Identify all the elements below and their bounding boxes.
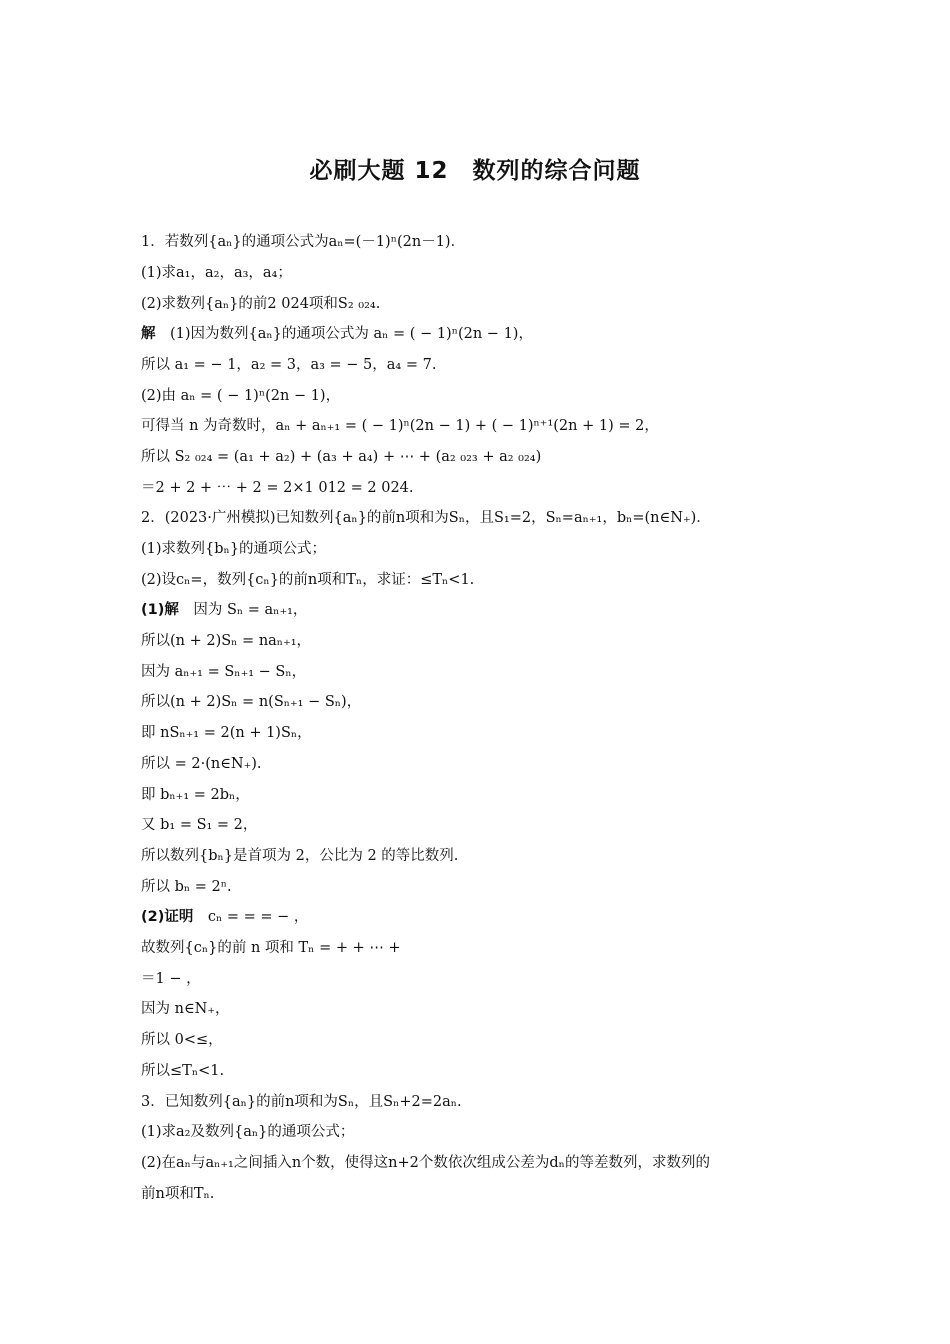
problem-3-part-2-cont: 前n项和Tₙ.	[141, 1186, 215, 1202]
problem-2-part-2: (2)设cₙ=，数列{cₙ}的前n项和Tₙ，求证：≤Tₙ<1.	[141, 572, 475, 588]
solution-line: 可得当 n 为奇数时，aₙ + aₙ₊₁ = ( − 1)ⁿ(2n − 1) + ( − 1)ⁿ⁺¹(2n + 1) = 2，	[141, 418, 659, 434]
page-title: 必刷大题 12 数列的综合问题	[309, 158, 641, 184]
solution-label: (1)解	[141, 602, 179, 618]
solution-line: 所以数列{bₙ}是首项为 2，公比为 2 的等比数列.	[141, 848, 459, 864]
solution-line: 又 b₁ = S₁ = 2，	[141, 817, 258, 833]
proof-line: ＝1 − ，	[141, 971, 201, 987]
solution-line: ＝2 + 2 + ⋯ + 2 = 2×1 012 = 2 024.	[141, 480, 414, 496]
solution-line: 因为 aₙ₊₁ = Sₙ₊₁ − Sₙ，	[141, 664, 307, 680]
solution-line: (2)由 aₙ = ( − 1)ⁿ(2n − 1)，	[141, 388, 341, 404]
proof-line: 故数列{cₙ}的前 n 项和 Tₙ = + + ⋯ +	[141, 940, 401, 956]
problem-3-part-1: (1)求a₂及数列{aₙ}的通项公式；	[141, 1124, 355, 1140]
proof-line: 因为 n∈N₊，	[141, 1001, 230, 1017]
solution-line: (1)解 因为 Sₙ = aₙ₊₁，	[141, 602, 308, 618]
problem-2-statement: 2．(2023·广州模拟)已知数列{aₙ}的前n项和为Sₙ，且S₁=2，Sₙ=aₙ₊₁，bₙ=(n∈N₊)．	[141, 510, 711, 526]
problem-2-part-1: (1)求数列{bₙ}的通项公式；	[141, 541, 327, 557]
solution-line: 所以 a₁ = − 1，a₂ = 3，a₃ = − 5，a₄ = 7.	[141, 357, 437, 373]
problem-3-part-2: (2)在aₙ与aₙ₊₁之间插入n个数，使得这n+2个数依次组成公差为dₙ的等差数列，求数列的	[141, 1155, 710, 1171]
solution-line: 所以 S₂ ₀₂₄ = (a₁ + a₂) + (a₃ + a₄) + ⋯ + (a₂ ₀₂₃ + a₂ ₀₂₄)	[141, 449, 542, 465]
solution-line: 即 nSₙ₊₁ = 2(n + 1)Sₙ，	[141, 725, 312, 741]
proof-line: 所以≤Tₙ<1.	[141, 1063, 225, 1079]
problem-3-statement: 3．已知数列{aₙ}的前n项和为Sₙ，且Sₙ+2=2aₙ.	[141, 1094, 462, 1110]
solution-line: 所以(n + 2)Sₙ = n(Sₙ₊₁ − Sₙ)，	[141, 694, 362, 710]
solution-line: 即 bₙ₊₁ = 2bₙ，	[141, 787, 250, 803]
solution-line: 所以(n + 2)Sₙ = naₙ₊₁，	[141, 633, 312, 649]
proof-line: 所以 0<≤，	[141, 1032, 223, 1048]
problem-1-part-1: (1)求a₁，a₂，a₃，a₄；	[141, 265, 292, 281]
solution-label: 解	[141, 326, 156, 342]
problem-1-part-2: (2)求数列{aₙ}的前2 024项和S₂ ₀₂₄.	[141, 296, 381, 312]
proof-line: (2)证明 cₙ = = = − ，	[141, 909, 309, 925]
proof-label: (2)证明	[141, 909, 194, 925]
solution-line: 所以 = 2·(n∈N₊).	[141, 756, 262, 772]
solution-line: 解 (1)因为数列{aₙ}的通项公式为 aₙ = ( − 1)ⁿ(2n − 1)，	[141, 326, 533, 342]
problem-1-statement: 1．若数列{aₙ}的通项公式为aₙ=(－1)ⁿ(2n－1)．	[141, 234, 466, 250]
solution-line: 所以 bₙ = 2ⁿ.	[141, 879, 232, 895]
